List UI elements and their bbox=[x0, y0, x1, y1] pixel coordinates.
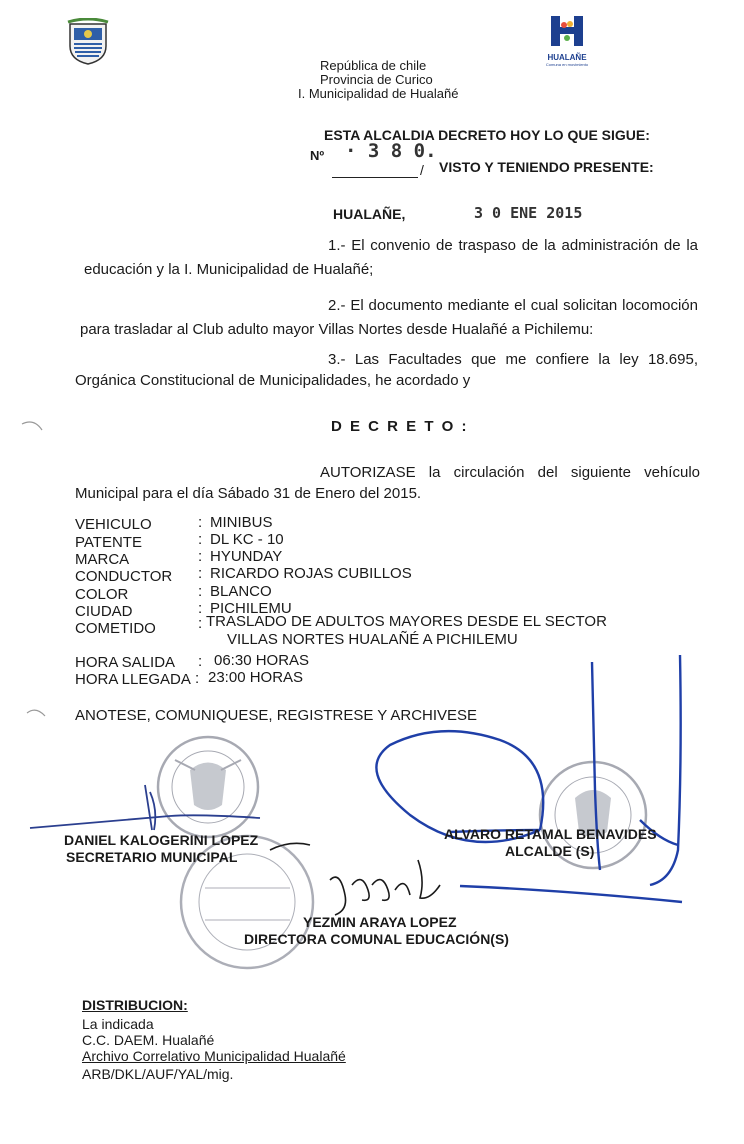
departure-sep: : bbox=[198, 653, 203, 670]
header-province: Provincia de Curico bbox=[320, 72, 433, 87]
vehicle-row-sep: : bbox=[198, 548, 203, 565]
vehicle-row-sep: : bbox=[198, 514, 203, 531]
considerando-3-first: 3.- Las Facultades que me confiere la ley 18.695, bbox=[328, 351, 698, 368]
secretary-stamp-icon bbox=[158, 737, 258, 837]
autorizase-first: AUTORIZASE la circulación del siguiente vehículo bbox=[320, 464, 700, 481]
vehicle-row-value: PICHILEMU bbox=[210, 600, 292, 617]
distribution-line: La indicada bbox=[82, 1016, 154, 1032]
decree-number-prefix: Nº bbox=[310, 148, 325, 163]
decree-date-stamp: 3 0 ENE 2015 bbox=[474, 204, 583, 222]
header-municipality: I. Municipalidad de Hualañé bbox=[298, 86, 459, 101]
decree-number-slash: / bbox=[420, 162, 424, 178]
vehicle-row-sep: : bbox=[198, 565, 203, 582]
mayor-name: ALVARO RETAMAL BENAVIDES bbox=[444, 826, 657, 842]
vehicle-row-label: MARCA bbox=[75, 551, 130, 568]
vehicle-row-sep: : bbox=[198, 600, 203, 617]
brand-name: HUALAÑE bbox=[547, 53, 587, 62]
considerando-2-second: para trasladar al Club adulto mayor Villas Nortes desde Hualañé a Pichilemu: bbox=[80, 321, 594, 338]
distribution-line: C.C. DAEM. Hualañé bbox=[82, 1032, 215, 1048]
vehicle-row-value-continued: VILLAS NORTES HUALAÑÉ A PICHILEMU bbox=[227, 631, 518, 648]
vehicle-row-label: PATENTE bbox=[75, 534, 142, 551]
arrival-sep: : bbox=[195, 670, 200, 687]
distribution-archive: Archivo Correlativo Municipalidad Hualañé bbox=[82, 1048, 346, 1064]
vehicle-row-sep: : bbox=[198, 615, 203, 632]
mayor-signature-icon bbox=[376, 655, 682, 902]
distribution-initials: ARB/DKL/AUF/YAL/mig. bbox=[82, 1066, 234, 1082]
autorizase-second: Municipal para el día Sábado 31 de Enero del 2015. bbox=[75, 485, 422, 502]
director-role: DIRECTORA COMUNAL EDUCACIÓN(S) bbox=[244, 931, 509, 947]
secretary-signature-icon bbox=[30, 785, 260, 830]
header-republic: República de chile bbox=[320, 58, 427, 73]
mayor-role: ALCALDE (S) bbox=[505, 843, 595, 859]
vehicle-row-value: MINIBUS bbox=[210, 514, 273, 531]
considerando-2-first: 2.- El documento mediante el cual solicitan locomoción bbox=[328, 297, 698, 314]
decree-number: · 3 8 0. bbox=[345, 140, 437, 162]
secretary-name: DANIEL KALOGERINI LOPEZ bbox=[64, 832, 259, 848]
vehicle-row-label: VEHICULO bbox=[75, 516, 152, 533]
vehicle-row-sep: : bbox=[198, 583, 203, 600]
decree-visto: VISTO Y TENIENDO PRESENTE: bbox=[439, 159, 654, 175]
considerando-3-second: Orgánica Constitucional de Municipalidades, he acordado y bbox=[75, 372, 471, 389]
arrival-label: HORA LLEGADA bbox=[75, 671, 191, 688]
director-name: YEZMIN ARAYA LOPEZ bbox=[303, 914, 457, 930]
vehicle-row-label: CIUDAD bbox=[75, 603, 133, 620]
distribution-heading: DISTRIBUCION: bbox=[82, 997, 188, 1013]
vehicle-row-value: DL KC - 10 bbox=[210, 531, 284, 548]
vehicle-row-value: TRASLADO DE ADULTOS MAYORES DESDE EL SECTOR bbox=[206, 613, 607, 630]
decreto-heading: D E C R E T O : bbox=[331, 418, 469, 435]
brand-tagline: Comuna en movimiento bbox=[545, 62, 589, 67]
closing-statement: ANOTESE, COMUNIQUESE, REGISTRESE Y ARCHIVESE bbox=[75, 707, 478, 724]
vehicle-row-sep: : bbox=[198, 531, 203, 548]
vehicle-row-value: HYUNDAY bbox=[210, 548, 283, 565]
decree-place: HUALAÑE, bbox=[333, 206, 406, 222]
secretary-role: SECRETARIO MUNICIPAL bbox=[66, 849, 238, 865]
vehicle-row-value: BLANCO bbox=[210, 583, 272, 600]
arrival-value: 23:00 HORAS bbox=[208, 669, 304, 686]
vehicle-row-label: CONDUCTOR bbox=[75, 568, 173, 585]
vehicle-row-label: COLOR bbox=[75, 586, 129, 603]
departure-label: HORA SALIDA bbox=[75, 654, 176, 671]
director-signature-icon bbox=[270, 843, 440, 915]
considerando-1-first: 1.- El convenio de traspaso de la administración de la bbox=[328, 237, 698, 254]
departure-value: 06:30 HORAS bbox=[214, 652, 310, 669]
considerando-1-second: educación y la I. Municipalidad de Hualañé; bbox=[84, 261, 374, 278]
vehicle-row-label: COMETIDO bbox=[75, 620, 156, 637]
vehicle-row-value: RICARDO ROJAS CUBILLOS bbox=[210, 565, 412, 582]
decree-intro: ESTA ALCALDIA DECRETO HOY LO QUE SIGUE: bbox=[324, 127, 650, 143]
